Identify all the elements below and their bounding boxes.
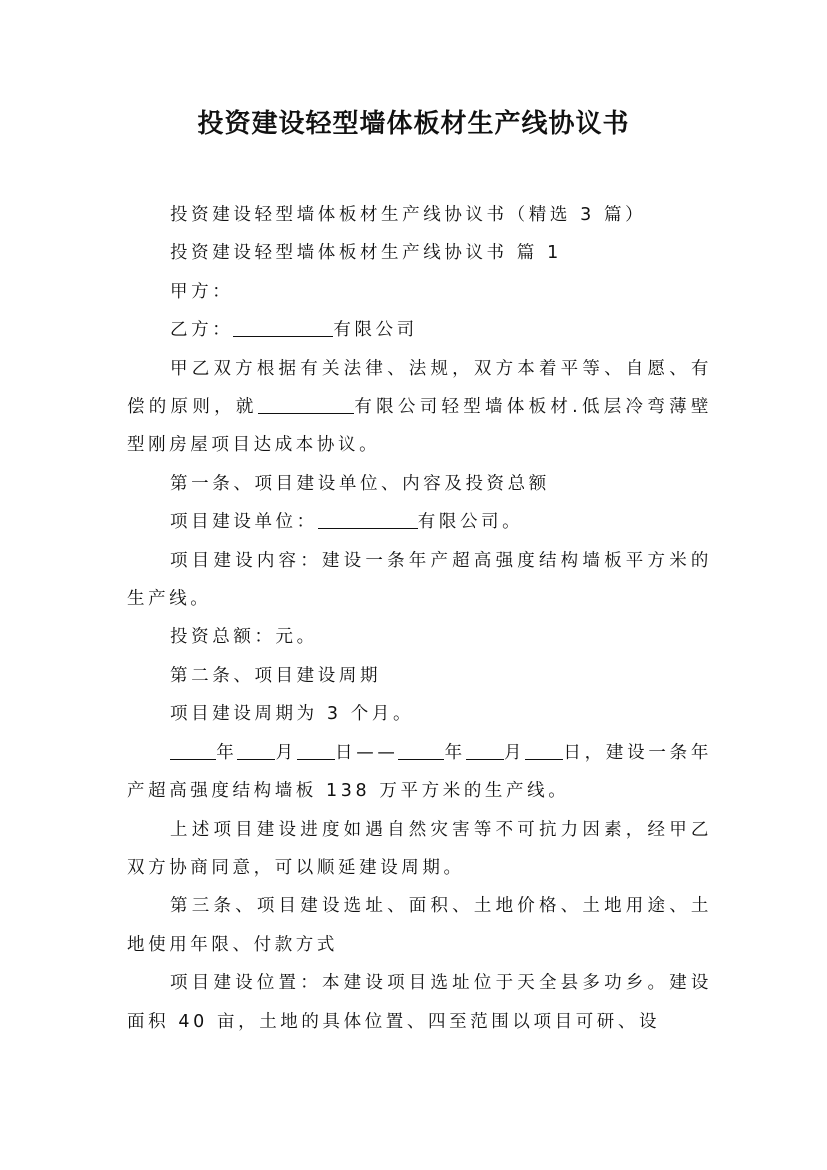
start-month-label: 月: [275, 742, 297, 763]
paragraph-party-a: 甲方：: [170, 281, 234, 302]
document-body: [127, 196, 712, 1041]
party-b-suffix: 有限公司: [333, 320, 418, 341]
end-month-label: 月: [503, 742, 526, 763]
construction-unit-suffix: 有限公司。: [417, 512, 524, 533]
paragraph-construction-content: 项目建设内容：建设一条年产超高强度结构墙板平方米的生产线。: [127, 550, 712, 610]
paragraph-party-b: [127, 311, 712, 349]
paragraph-article-heading: 投资建设轻型墙体板材生产线协议书 篇 1: [170, 243, 562, 264]
end-year-label: 年: [444, 742, 466, 763]
paragraph-force-majeure: 上述项目建设进度如遇自然灾害等不可抗力因素，经甲乙双方协商同意，可以顺延建设周期。: [127, 819, 712, 878]
document-title: 投资建设轻型墙体板材生产线协议书: [197, 109, 630, 139]
section-heading-article-1: 第一条、项目建设单位、内容及投资总额: [170, 473, 550, 494]
start-year-label: 年: [216, 742, 238, 763]
start-day-blank: [297, 740, 335, 759]
start-year-blank: [170, 740, 216, 759]
paragraph-agreement-basis: [127, 350, 712, 465]
paragraph-total-investment: 投资总额：元。: [170, 627, 318, 648]
agreement-basis-before: 甲乙双方根据有关法律、法规，双方本着平等、自愿、有偿的原则，就: [127, 358, 712, 418]
construction-unit-label: 项目建设单位：: [170, 512, 318, 533]
construction-unit-blank: [318, 510, 418, 529]
paragraph-collection-title: 投资建设轻型墙体板材生产线协议书（精选 3 篇）: [170, 205, 647, 225]
section-heading-article-2: 第二条、项目建设周期: [170, 665, 382, 686]
section-heading-article-3: 第三条、项目建设选址、面积、土地价格、土地用途、土地使用年限、付款方式: [127, 896, 712, 955]
paragraph-construction-location: 项目建设位置：本建设项目选址位于天全县多功乡。建设面积 40 亩，土地的具体位置、四至范围以项目可研、设: [127, 973, 712, 1032]
agreement-basis-after: 有限公司轻型墙体板材.低层冷弯薄壁型刚房屋项目达成本协议。: [127, 397, 712, 456]
end-day-text: 日，建设一条年产超高强度结构墙板 138 万平方米的生产线。: [127, 742, 713, 802]
start-month-blank: [237, 740, 275, 759]
party-b-label: 乙方：: [170, 320, 234, 341]
paragraph-construction-period: 项目建设周期为 3 个月。: [170, 704, 415, 725]
end-month-blank: [466, 740, 504, 759]
end-day-blank: [525, 740, 563, 759]
paragraph-construction-unit: [127, 503, 712, 541]
agreement-company-blank: [258, 395, 354, 414]
end-year-blank: [398, 740, 444, 759]
paragraph-construction-dates: [127, 734, 712, 811]
start-day-label: 日——: [334, 742, 399, 763]
party-b-blank: [233, 318, 333, 337]
